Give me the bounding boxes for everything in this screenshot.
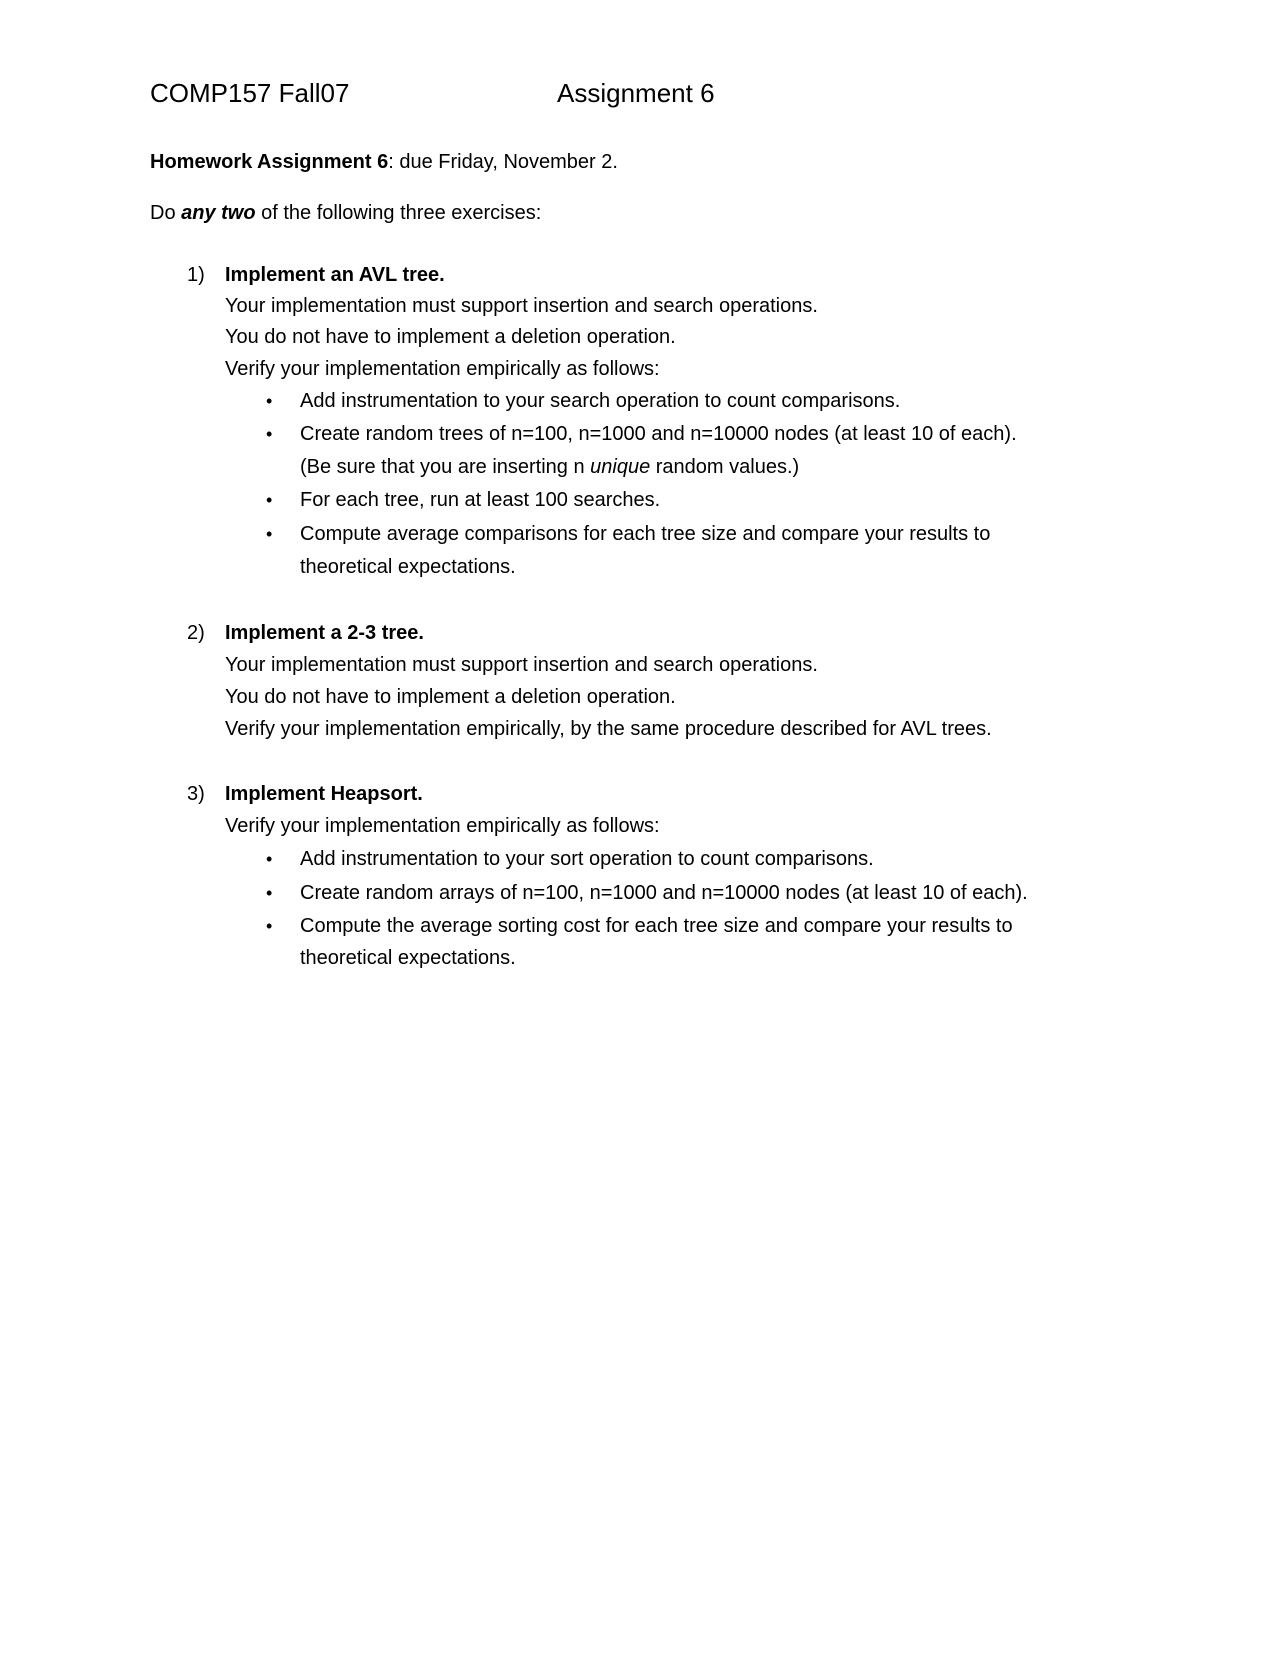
- exercise-1-number: 1): [187, 264, 205, 286]
- exercise-1-title: Implement an AVL tree.: [225, 264, 445, 286]
- list-item: Add instrumentation to your search operation to count comparisons.: [300, 390, 901, 412]
- unique-emphasis: unique: [590, 456, 651, 478]
- exercise-2-number: 2): [187, 622, 205, 644]
- list-item: For each tree, run at least 100 searches.: [300, 489, 661, 511]
- list-item: Add instrumentation to your sort operation to count comparisons.: [300, 848, 874, 870]
- exercise-3-title: Implement Heapsort.: [225, 783, 423, 805]
- exercise-1-line: You do not have to implement a deletion operation.: [225, 326, 676, 348]
- exercise-1-line: Your implementation must support insertion and search operations.: [225, 295, 818, 317]
- bullet-icon: •: [266, 524, 273, 544]
- any-two-emphasis: any two: [181, 202, 256, 224]
- exercise-1-line: Verify your implementation empirically as follows:: [225, 358, 660, 380]
- list-item: Compute average comparisons for each tree size and compare your results to: [300, 523, 991, 545]
- list-item: Create random arrays of n=100, n=1000 and n=10000 nodes (at least 10 of each).: [300, 882, 1028, 904]
- bullet-icon: •: [266, 849, 273, 869]
- list-item-continuation: theoretical expectations.: [300, 947, 516, 969]
- homework-label: Homework Assignment 6: [150, 151, 389, 173]
- bullet-icon: •: [266, 391, 273, 411]
- list-item: Compute the average sorting cost for each tree size and compare your results to: [300, 915, 1013, 937]
- bullet-icon: •: [266, 424, 273, 444]
- bullet-icon: •: [266, 916, 273, 936]
- course-header: COMP157 Fall07: [150, 78, 350, 108]
- list-item-continuation: theoretical expectations.: [300, 556, 516, 578]
- exercise-2-title: Implement a 2-3 tree.: [225, 622, 424, 644]
- exercise-3-number: 3): [187, 783, 205, 805]
- bullet-icon: •: [266, 490, 273, 510]
- instructions-line: Do any two of the following three exercises:: [150, 202, 542, 224]
- list-item-continuation: (Be sure that you are inserting n unique random values.): [300, 456, 800, 478]
- exercise-2-line: Verify your implementation empirically, by the same procedure described for AVL trees.: [225, 718, 992, 740]
- exercise-2-line: Your implementation must support insertion and search operations.: [225, 654, 818, 676]
- homework-due-line: [150, 148, 618, 176]
- bullet-icon: •: [266, 883, 273, 903]
- list-item: Create random trees of n=100, n=1000 and n=10000 nodes (at least 10 of each).: [300, 423, 1017, 445]
- due-date: : due Friday, November 2.: [388, 151, 618, 173]
- exercise-3-line: Verify your implementation empirically as follows:: [225, 815, 660, 837]
- exercise-2-line: You do not have to implement a deletion operation.: [225, 686, 676, 708]
- assignment-title: Assignment 6: [557, 78, 715, 108]
